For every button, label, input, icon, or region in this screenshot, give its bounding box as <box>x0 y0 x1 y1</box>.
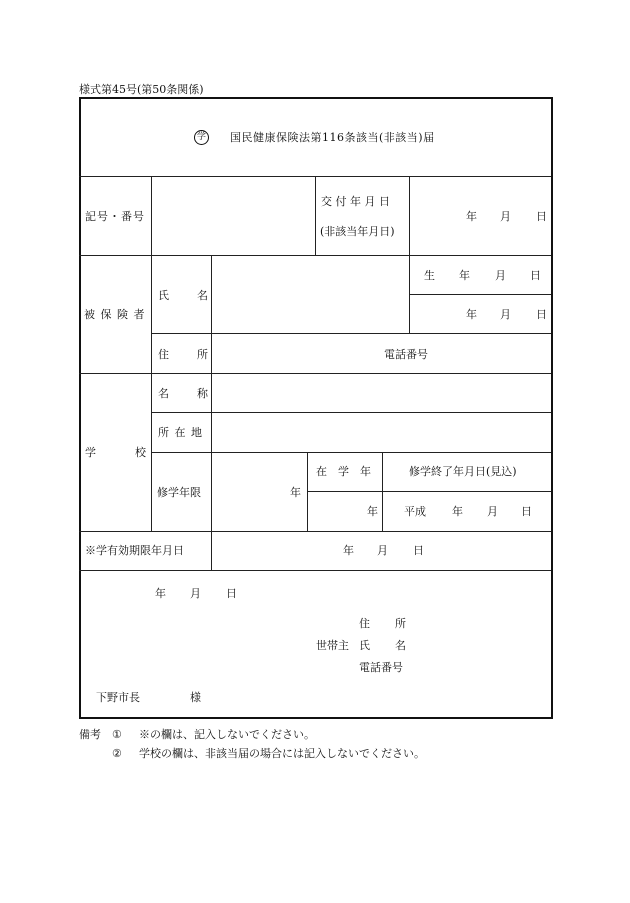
form-number: 様式第45号(第50条関係) <box>79 83 204 96</box>
mayor-addressee: 下野市長 <box>96 691 140 704</box>
divider-birth <box>409 294 551 295</box>
vline-issue-label <box>409 176 410 255</box>
study-end-year-unit: 年 <box>452 505 463 518</box>
kigo-label: 記号・番号 <box>85 210 145 223</box>
submission-month-unit: 月 <box>190 587 201 600</box>
second-year-unit: 年 <box>466 308 477 321</box>
householder-fields[interactable] <box>412 612 542 676</box>
vline-insured-label <box>151 255 152 373</box>
issue-year-unit: 年 <box>466 210 477 223</box>
enrolled-label: 在 学 年 <box>316 465 371 478</box>
vline-years <box>307 452 308 531</box>
school-section-label-right: 校 <box>135 446 146 459</box>
insured-section-label: 被 保 険 者 <box>84 308 146 321</box>
insured-name-label-right: 名 <box>197 289 208 302</box>
note-1-number: ① <box>112 728 122 741</box>
vline-kigo-value <box>315 176 316 255</box>
vline-kigo-label <box>151 176 152 255</box>
study-end-era: 平成 <box>404 505 426 518</box>
school-name-label-right: 称 <box>197 387 208 400</box>
householder-address-right: 所 <box>395 617 406 630</box>
study-years-unit: 年 <box>290 486 301 499</box>
householder-name-right: 名 <box>395 639 406 652</box>
address-label-right: 所 <box>197 348 208 361</box>
householder-name-left: 氏 <box>359 639 370 652</box>
second-month-unit: 月 <box>500 308 511 321</box>
school-name-field[interactable] <box>213 375 549 411</box>
birth-prefix: 生 <box>424 269 435 282</box>
vline-school-sub <box>211 373 212 531</box>
vline-school-label <box>151 373 152 531</box>
study-years-label: 修学年限 <box>157 486 201 499</box>
validity-day-unit: 日 <box>413 544 424 557</box>
validity-month-unit: 月 <box>377 544 388 557</box>
school-section-label-left: 学 <box>85 446 96 459</box>
divider-kigo <box>79 255 551 256</box>
householder-phone-label: 電話番号 <box>359 661 403 674</box>
birth-month-unit: 月 <box>495 269 506 282</box>
school-name-label-left: 名 <box>158 387 169 400</box>
insured-name-field[interactable] <box>213 257 408 332</box>
issue-date-label: 交 付 年 月 日 <box>321 195 390 208</box>
note-2-number: ② <box>112 747 122 760</box>
school-stamp-icon: 学 <box>194 130 209 145</box>
vline-birth <box>409 255 410 333</box>
insured-name-label-left: 氏 <box>158 289 169 302</box>
validity-year-unit: 年 <box>343 544 354 557</box>
submission-year-unit: 年 <box>155 587 166 600</box>
second-day-unit: 日 <box>536 308 547 321</box>
study-end-month-unit: 月 <box>487 505 498 518</box>
vline-validity <box>211 531 212 570</box>
note-1-text: ※の欄は、記入しないでください。 <box>139 728 315 741</box>
form-title: 国民健康保険法第116条該当(非該当)届 <box>230 131 435 144</box>
vline-enrolled <box>382 452 383 531</box>
kigo-field[interactable] <box>153 178 314 254</box>
address-field[interactable] <box>213 335 549 372</box>
householder-address-left: 住 <box>359 617 370 630</box>
study-end-label: 修学終了年月日(見込) <box>409 465 517 478</box>
submission-day-unit: 日 <box>226 587 237 600</box>
divider-validity <box>79 570 551 571</box>
issue-date-field[interactable] <box>411 178 549 254</box>
validity-label: ※学有効期限年月日 <box>85 544 184 557</box>
non-applicable-date-label: (非該当年月日) <box>320 225 395 238</box>
divider-enrolled <box>307 491 551 492</box>
mayor-honorific: 様 <box>190 691 201 704</box>
issue-month-unit: 月 <box>500 210 511 223</box>
birth-year-unit: 年 <box>459 269 470 282</box>
birth-day-unit: 日 <box>530 269 541 282</box>
divider-school <box>79 531 551 532</box>
phone-label: 電話番号 <box>384 348 428 361</box>
study-end-day-unit: 日 <box>521 505 532 518</box>
enrolled-unit: 年 <box>367 505 378 518</box>
householder-label: 世帯主 <box>316 639 349 652</box>
notes-label: 備考 <box>79 728 101 741</box>
school-location-label: 所 在 地 <box>158 426 203 439</box>
note-2-text: 学校の欄は、非該当届の場合には記入しないでください。 <box>139 747 425 760</box>
issue-day-unit: 日 <box>536 210 547 223</box>
divider-insured <box>79 373 551 374</box>
address-label-left: 住 <box>158 348 169 361</box>
school-location-field[interactable] <box>213 414 549 451</box>
vline-insured-sub <box>211 255 212 373</box>
